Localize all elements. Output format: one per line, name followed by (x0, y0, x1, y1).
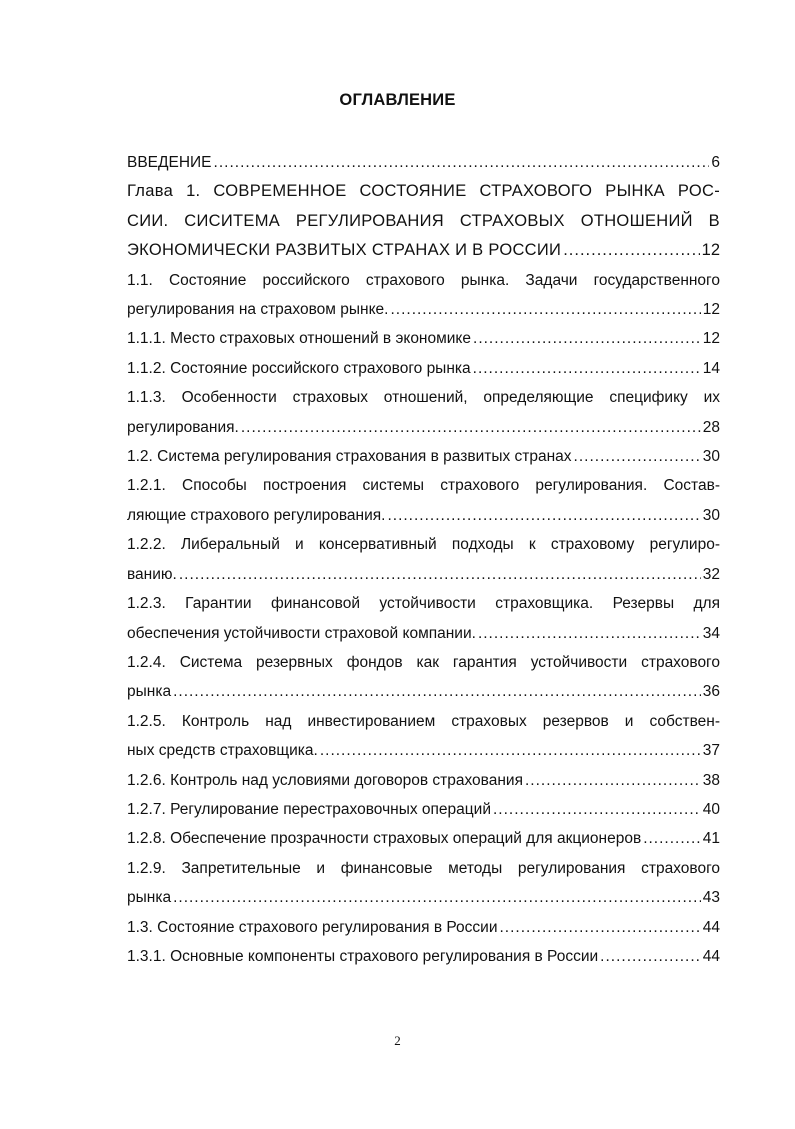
toc-entry-title: рынка (127, 889, 172, 907)
toc-entry (127, 795, 720, 824)
toc-entry (127, 942, 720, 971)
dot-leader (387, 501, 700, 530)
toc-page-number: 6 (711, 154, 720, 171)
toc-page-number: 44 (702, 918, 720, 936)
toc-entry (127, 383, 720, 442)
toc-entry (127, 442, 720, 471)
dot-leader (493, 795, 701, 824)
toc-entry (127, 913, 720, 942)
toc-entry-row (127, 324, 720, 353)
toc-page-number: 36 (702, 683, 720, 701)
dot-leader (574, 442, 701, 471)
dot-leader (320, 736, 701, 765)
toc-entry (127, 707, 720, 766)
dot-leader (473, 354, 701, 383)
toc-entry-row (127, 413, 720, 442)
toc-entry (127, 824, 720, 853)
toc-entry (127, 854, 720, 913)
page-number: 2 (394, 1033, 401, 1048)
toc-entry-line: 1.2.1. Способы построения системы страхового регулирования. Состав- (127, 477, 720, 495)
toc-entry-title: регулирования на страховом рынке. (127, 301, 389, 319)
toc-page-number: 34 (702, 624, 720, 642)
toc-entry-title: обеспечения устойчивости страховой компании. (127, 624, 476, 642)
toc-entry-title: 1.2. Система регулирования страхования в развитых странах (127, 448, 572, 466)
dot-leader (643, 824, 701, 853)
dot-leader (173, 883, 701, 912)
toc-entry-title: ляющие страхового регулирования. (127, 506, 386, 524)
toc-entry-row (127, 236, 720, 265)
toc-entry-row (127, 501, 720, 530)
toc-entry-line: 1.2.2. Либеральный и консервативный подходы к страховому регулиро- (127, 536, 720, 554)
toc-entry (127, 648, 720, 707)
toc-page-number: 14 (702, 359, 720, 377)
dot-leader (390, 295, 700, 324)
toc-entry-row (127, 736, 720, 765)
toc-entry-row (127, 824, 720, 853)
toc-entry-title: 1.3.1. Основные компоненты страхового регулирования в России (127, 947, 599, 965)
toc-page-number: 12 (701, 241, 720, 260)
toc-page-number: 40 (702, 800, 720, 818)
toc-entry-line: 1.2.5. Контроль над инвестированием страховых резервов и собствен- (127, 712, 720, 730)
toc-page-number: 12 (702, 301, 720, 319)
toc-page-number: 30 (702, 448, 720, 466)
toc-page-number: 44 (702, 947, 720, 965)
toc-entry-line: Глава 1. СОВРЕМЕННОЕ СОСТОЯНИЕ СТРАХОВОГО РЫНКА РОС- (127, 182, 720, 201)
toc-entry-row (127, 942, 720, 971)
toc-entry-title: 1.1.1. Место страховых отношений в экономике (127, 330, 472, 348)
toc-page-number: 30 (702, 506, 720, 524)
toc-entry-title: рынка (127, 683, 172, 701)
toc-entry (127, 324, 720, 353)
toc-entry-row (127, 883, 720, 912)
toc-page-number: 37 (702, 742, 720, 760)
toc-entry (127, 766, 720, 795)
toc-page-number: 28 (702, 418, 720, 436)
toc-page-number: 38 (702, 771, 720, 789)
dot-leader (473, 324, 701, 353)
toc-page-number: 32 (702, 565, 720, 583)
dot-leader (525, 766, 701, 795)
toc-entry-line: СИИ. СИСИТЕМА РЕГУЛИРОВАНИЯ СТРАХОВЫХ ОТНОШЕНИЙ В (127, 211, 720, 230)
toc-chapter-entry (127, 177, 720, 265)
toc-entry-row (127, 560, 720, 589)
toc-entry-row (127, 913, 720, 942)
toc-entry-title: 1.2.8. Обеспечение прозрачности страховых операций для акционеров (127, 830, 642, 848)
dot-leader (478, 619, 701, 648)
toc-entry-line: 1.1. Состояние российского страхового рынка. Задачи государственного (127, 271, 720, 289)
toc-entry (127, 530, 720, 589)
toc-entry (127, 589, 720, 648)
toc-entry-title: 1.2.7. Регулирование перестраховочных операций (127, 800, 491, 818)
dot-leader (241, 413, 701, 442)
table-of-contents (127, 148, 720, 971)
toc-page-number: 43 (702, 889, 720, 907)
toc-entry-row (127, 442, 720, 471)
dot-leader (500, 913, 701, 942)
toc-entry-title: регулирования. (127, 418, 239, 436)
toc-entry (127, 266, 720, 325)
toc-entry-title: ВВЕДЕНИЕ (127, 154, 212, 171)
toc-entry (127, 471, 720, 530)
toc-entry-row (127, 295, 720, 324)
toc-entry-row (127, 619, 720, 648)
toc-entry-row (127, 795, 720, 824)
toc-entry-title: 1.1.2. Состояние российского страхового рынка (127, 359, 471, 377)
toc-entry-title: 1.3. Состояние страхового регулирования в России (127, 918, 498, 936)
toc-page-number: 12 (702, 330, 720, 348)
dot-leader (600, 942, 701, 971)
toc-entry (127, 148, 720, 177)
toc-title: ОГЛАВЛЕНИЕ (339, 91, 456, 109)
toc-entry (127, 354, 720, 383)
dot-leader (179, 560, 701, 589)
toc-entry-title: 1.2.6. Контроль над условиями договоров страхования (127, 771, 523, 789)
toc-entry-row (127, 148, 720, 177)
toc-entry-line: 1.2.4. Система резервных фондов как гарантия устойчивости страхового (127, 653, 720, 671)
toc-entry-row (127, 677, 720, 706)
dot-leader (563, 236, 699, 265)
toc-entry-line: 1.2.9. Запретительные и финансовые методы регулирования страхового (127, 859, 720, 877)
toc-entry-line: 1.1.3. Особенности страховых отношений, определяющие специфику их (127, 389, 720, 407)
dot-leader (214, 148, 710, 177)
toc-entry-row (127, 354, 720, 383)
toc-entry-line: 1.2.3. Гарантии финансовой устойчивости страховщика. Резервы для (127, 595, 720, 613)
toc-entry-row (127, 766, 720, 795)
toc-page-number: 41 (702, 830, 720, 848)
toc-entry-title: ванию. (127, 565, 177, 583)
dot-leader (173, 677, 701, 706)
toc-entry-title: ных средств страховщика. (127, 742, 318, 760)
toc-entry-title: ЭКОНОМИЧЕСКИ РАЗВИТЫХ СТРАНАХ И В РОССИИ (127, 241, 562, 260)
